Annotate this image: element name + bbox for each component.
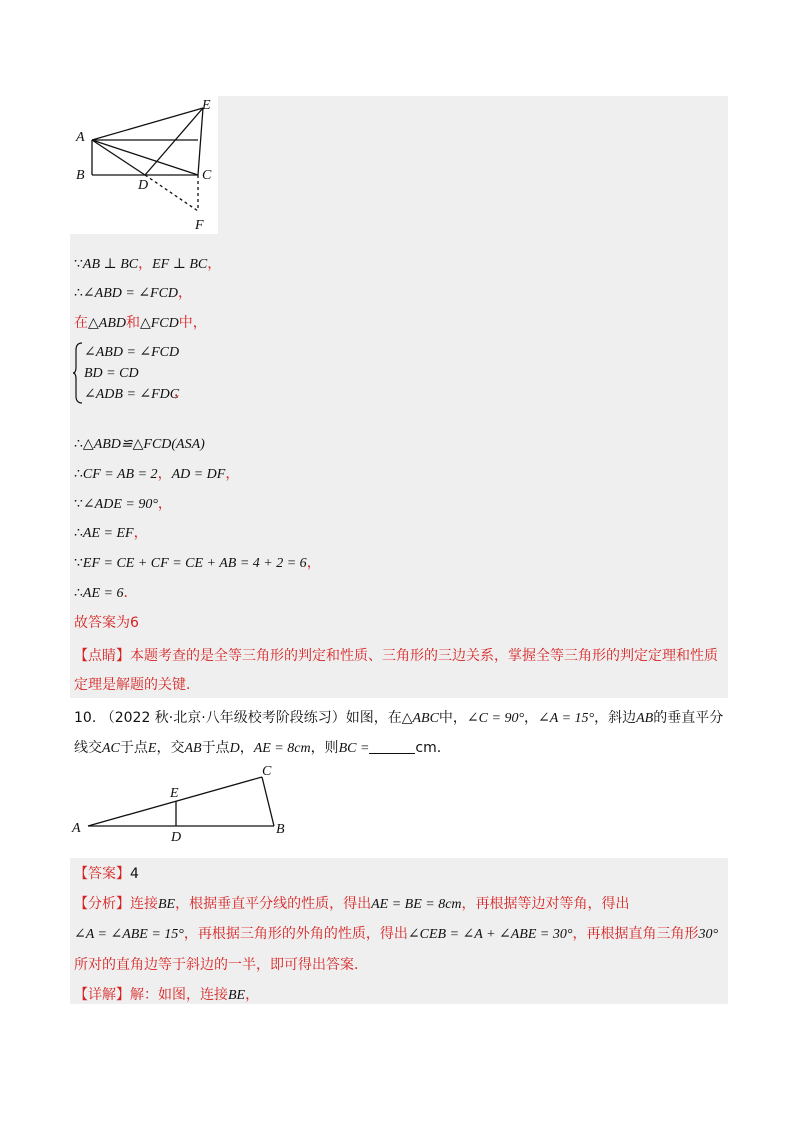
figure-triangle-abc bbox=[70, 762, 300, 846]
detail-line: 【详解】解：如图，连接BE， bbox=[74, 987, 260, 1003]
label-E: E bbox=[170, 786, 179, 801]
step-9: ∴AE = 6． bbox=[74, 585, 138, 601]
comment-line-1: 【点睛】本题考查的是全等三角形的判定和性质、三角形的三边关系，掌握全等三角形的判定定理和性质 bbox=[74, 648, 718, 664]
question-10-line-1: 10. （2022 秋·北京·八年级校考阶段练习）如图，在△ABC中，∠C = 90°，∠A = 15°，斜边AB的垂直平分 bbox=[74, 710, 724, 726]
label-C: C bbox=[262, 764, 272, 779]
answer-blank bbox=[369, 739, 415, 754]
step-2: ∴∠ABD = ∠FCD， bbox=[74, 285, 193, 301]
label-A: A bbox=[72, 821, 81, 836]
system-eq-3: ∠ADB = ∠FDC bbox=[84, 387, 180, 402]
label-A: A bbox=[76, 130, 85, 145]
segment-AC bbox=[88, 777, 262, 826]
analysis-line-1: 【分析】连接BE，根据垂直平分线的性质，得出AE = BE = 8cm，再根据等边对等角，得出 bbox=[74, 896, 630, 912]
system-eq-1: ∠ABD = ∠FCD bbox=[84, 345, 180, 360]
step-7: ∴AE = EF， bbox=[74, 525, 148, 541]
label-D: D bbox=[138, 178, 149, 193]
system-brace bbox=[72, 342, 84, 404]
label-C: C bbox=[202, 168, 212, 183]
step-1: ∵AB ⊥ BC，EF ⊥ BC， bbox=[74, 256, 222, 272]
label-F: F bbox=[195, 218, 204, 233]
figure-congruent-triangles bbox=[70, 96, 218, 234]
system-eq-2: BD = CD bbox=[84, 366, 139, 381]
system-tail: ， bbox=[174, 384, 188, 400]
segment-CB bbox=[262, 777, 274, 826]
label-E: E bbox=[202, 98, 211, 113]
comment-line-2: 定理是解题的关键. bbox=[74, 677, 191, 693]
final-answer: 故答案为6 bbox=[74, 615, 139, 631]
analysis-line-3: 所对的直角边等于斜边的一半，即可得出答案. bbox=[74, 957, 359, 973]
step-3: 在△ABD和△FCD中， bbox=[74, 315, 207, 331]
label-B: B bbox=[76, 168, 85, 183]
analysis-line-2: ∠A = ∠ABE = 15°，再根据三角形的外角的性质，得出∠CEB = ∠A + ∠ABE = 30°，再根据直角三角形30° bbox=[74, 926, 719, 942]
step-8: ∵EF = CE + CF = CE + AB = 4 + 2 = 6， bbox=[74, 555, 321, 571]
answer-line: 【答案】4 bbox=[74, 866, 139, 882]
equation-system bbox=[84, 342, 179, 405]
step-5: ∴CF = AB = 2，AD = DF， bbox=[74, 466, 240, 482]
step-4: ∴△ABD≌△FCD(ASA) bbox=[74, 436, 205, 452]
label-B: B bbox=[276, 822, 285, 837]
label-D: D bbox=[171, 830, 182, 845]
step-6: ∵∠ADE = 90°， bbox=[74, 496, 172, 512]
question-10-line-2: 线交AC于点E，交AB于点D，AE = 8cm，则BC = cm. bbox=[74, 740, 442, 756]
